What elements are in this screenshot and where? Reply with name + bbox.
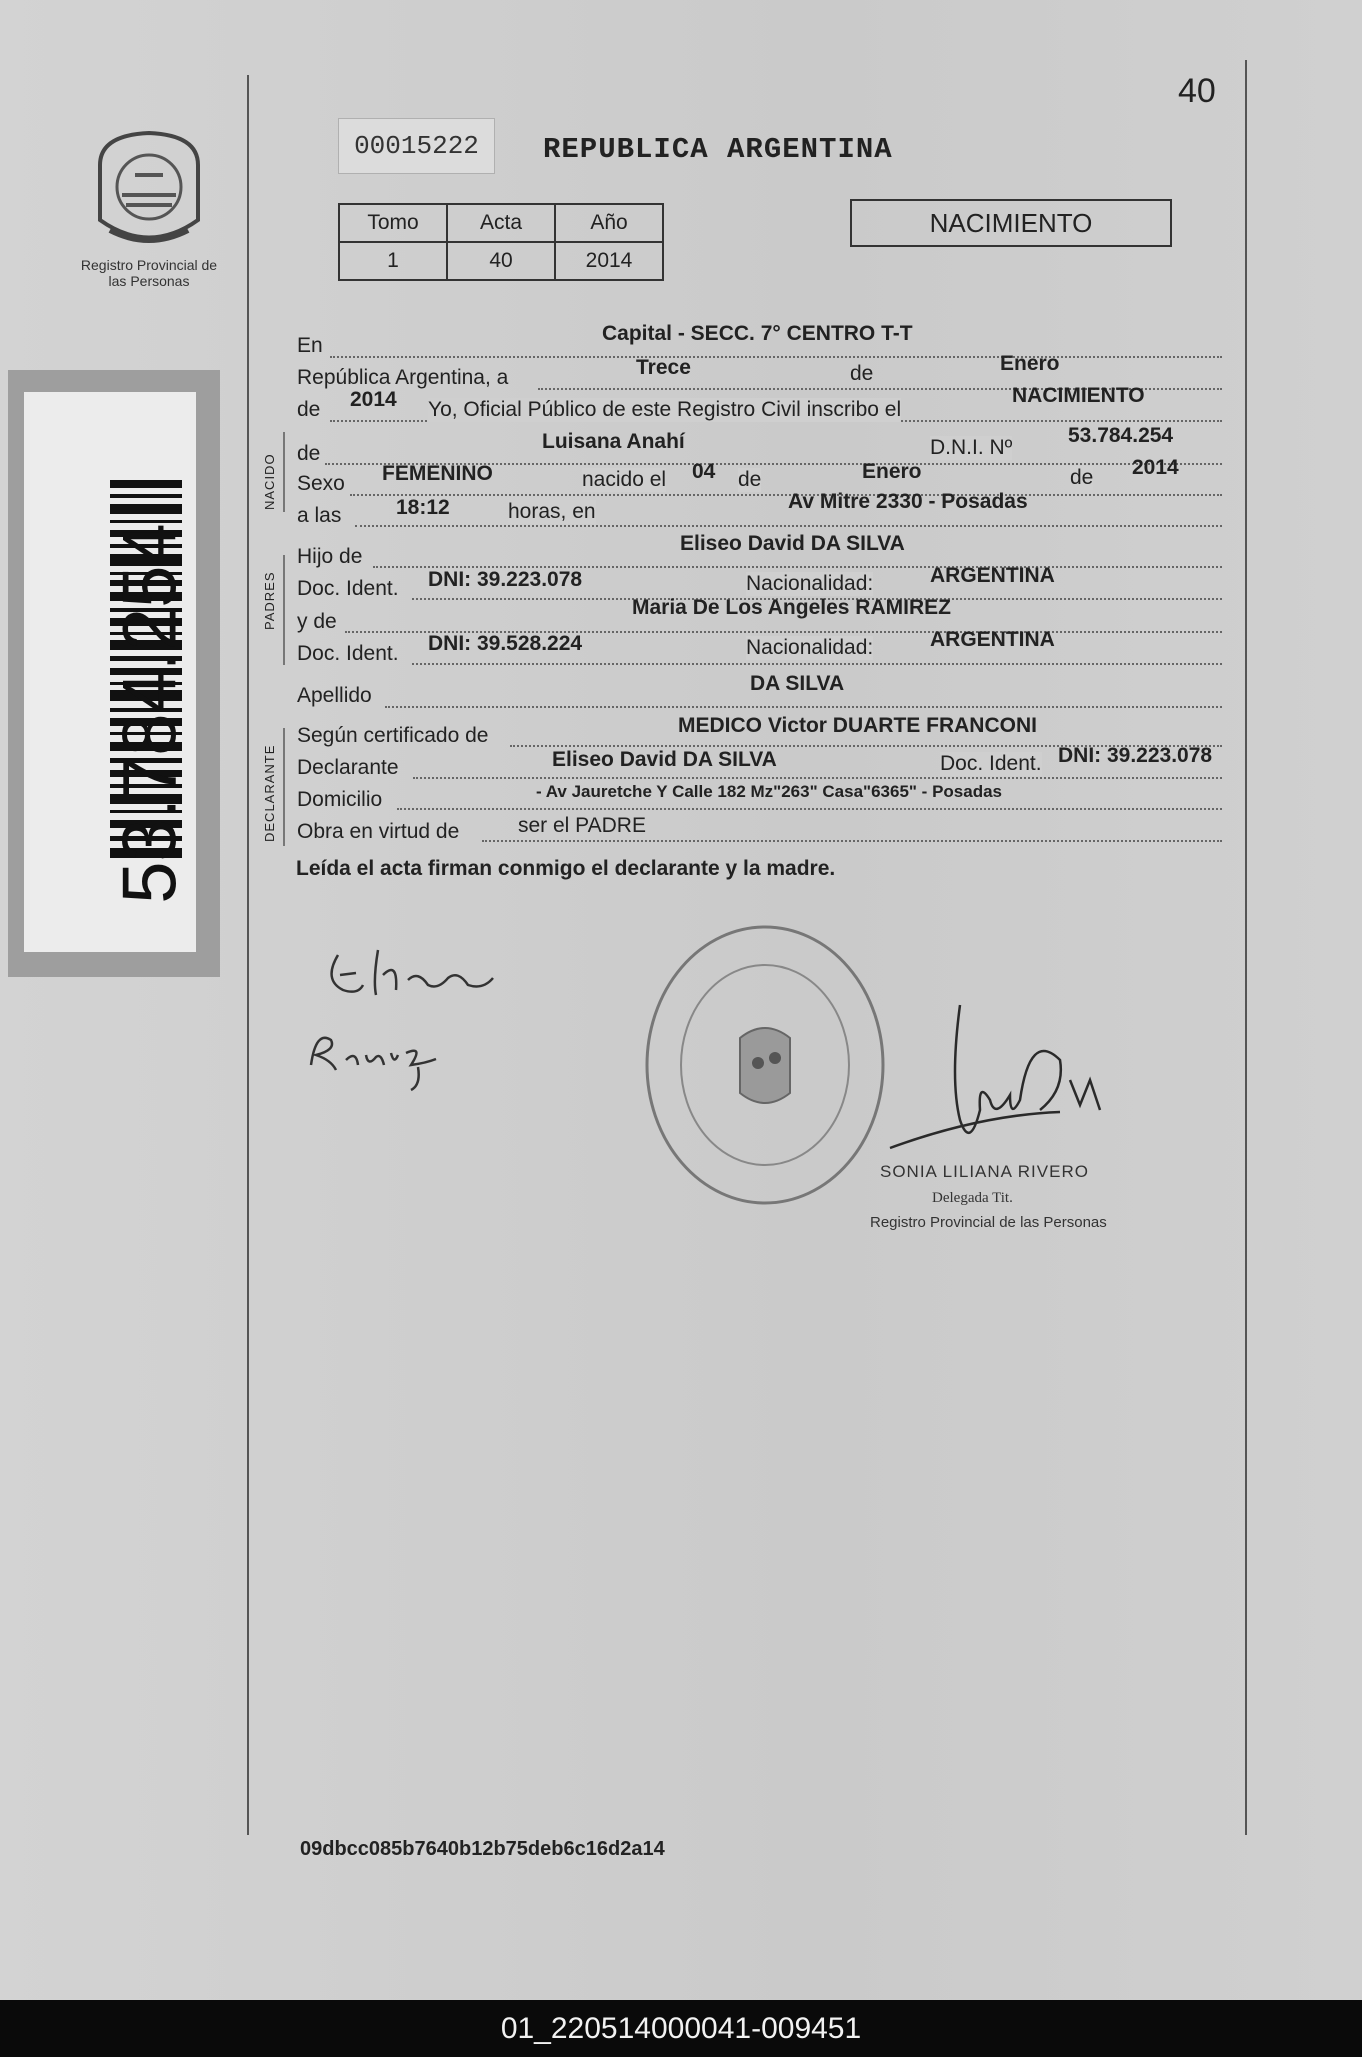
logo-caption: Registro Provincial de las Personas — [80, 257, 218, 289]
dotted-line — [330, 356, 1222, 358]
signature-ramirez-icon — [306, 1025, 446, 1095]
header-tomo: Tomo — [339, 204, 447, 242]
dni-label: D.N.I. Nº — [930, 436, 1013, 459]
alas-label: a las — [297, 504, 342, 527]
section-declarante: DECLARANTE — [262, 744, 277, 842]
en-value: Capital - SECC. 7° CENTRO T-T — [602, 322, 913, 345]
mes-value: Enero — [1000, 352, 1060, 375]
doc1-value: DNI: 39.223.078 — [428, 568, 583, 591]
value-anio: 2014 — [555, 242, 663, 280]
nac-de-label: de — [738, 468, 762, 491]
dotted-line — [385, 706, 1222, 708]
yde-label: y de — [297, 610, 337, 633]
barcode-number: 53.784.254 — [107, 523, 193, 904]
doc2-label: Doc. Ident. — [297, 642, 399, 665]
inscribo-value: NACIMIENTO — [1012, 384, 1145, 407]
sexo-value: FEMENINO — [382, 462, 493, 485]
header-acta: Acta — [447, 204, 555, 242]
doc2-value: DNI: 39.528.224 — [428, 632, 583, 655]
padre-value: Eliseo David DA SILVA — [680, 532, 905, 555]
nombre-value: Luisana Anahí — [542, 430, 685, 453]
domicilio-label: Domicilio — [297, 788, 383, 811]
doc1-label: Doc. Ident. — [297, 577, 399, 600]
dotted-line — [412, 663, 1222, 665]
scan-code: 01_220514000041-009451 — [500, 2012, 862, 2045]
doc3-value: DNI: 39.223.078 — [1058, 744, 1213, 767]
serial-number: 00015222 — [338, 118, 495, 174]
de2-label: de — [297, 398, 321, 421]
certificado-value: MEDICO Victor DUARTE FRANCONI — [678, 714, 1037, 737]
officer-signature-icon — [860, 1000, 1130, 1165]
header-anio: Año — [555, 204, 663, 242]
apellido-value: DA SILVA — [750, 672, 845, 695]
inscribo-label: Yo, Oficial Público de este Registro Civil inscribo el — [428, 398, 902, 421]
de-label: de — [850, 362, 874, 385]
lugar-value: Av Mitre 2330 - Posadas — [788, 490, 1028, 513]
de3-label: de — [297, 442, 321, 465]
officer-name: SONIA LILIANA RIVERO — [880, 1162, 1089, 1181]
obra-value: ser el PADRE — [518, 814, 646, 837]
apellido-label: Apellido — [297, 684, 372, 707]
nac2-value: ARGENTINA — [930, 628, 1055, 651]
nac-de2-label: de — [1070, 466, 1094, 489]
provincial-emblem-icon — [90, 125, 208, 255]
dotted-line — [482, 840, 1222, 842]
section-rule — [283, 432, 285, 512]
sexo-label: Sexo — [297, 472, 345, 495]
page-title: REPUBLICA ARGENTINA — [543, 133, 893, 166]
left-margin-line — [247, 75, 249, 1835]
horas-label: horas, en — [508, 500, 596, 523]
doc3-label: Doc. Ident. — [940, 752, 1042, 775]
section-nacido: NACIDO — [262, 453, 277, 510]
officer-title: Delegada Tit. — [932, 1190, 1013, 1206]
right-margin-line — [1245, 60, 1247, 1835]
dotted-line — [355, 525, 1222, 527]
nac1-label: Nacionalidad: — [746, 572, 874, 595]
dotted-line — [350, 494, 1222, 496]
registry-table — [338, 203, 664, 281]
certificado-label: Según certificado de — [297, 724, 489, 747]
declarante-label: Declarante — [297, 756, 399, 779]
closing-statement: Leída el acta firman conmigo el declarante y la madre. — [296, 857, 836, 880]
record-type-box: NACIMIENTO — [850, 199, 1172, 247]
nac-anio-value: 2014 — [1132, 456, 1179, 479]
dotted-line — [397, 808, 1222, 810]
nac-mes-value: Enero — [862, 460, 922, 483]
document-hash: 09dbcc085b7640b12b75deb6c16d2a14 — [300, 1838, 665, 1860]
en-label: En — [297, 334, 323, 357]
dia-value: Trece — [636, 356, 691, 379]
signature-eliseo-icon — [318, 940, 508, 1010]
nacido-label: nacido el — [582, 468, 667, 491]
section-rule — [283, 728, 285, 846]
section-rule — [283, 555, 285, 665]
declarante-value: Eliseo David DA SILVA — [552, 748, 777, 771]
officer-organization: Registro Provincial de las Personas — [870, 1214, 1107, 1231]
nac2-label: Nacionalidad: — [746, 636, 874, 659]
hora-value: 18:12 — [396, 496, 450, 519]
page-number: 40 — [1178, 72, 1216, 110]
obra-label: Obra en virtud de — [297, 820, 460, 843]
anio-value: 2014 — [350, 388, 397, 411]
domicilio-value: - Av Jauretche Y Calle 182 Mz"263" Casa"6365" - Posadas — [536, 782, 1002, 801]
value-acta: 40 — [447, 242, 555, 280]
dotted-line — [413, 777, 1222, 779]
nac1-value: ARGENTINA — [930, 564, 1055, 587]
hijo-label: Hijo de — [297, 545, 363, 568]
official-seal-icon — [640, 918, 890, 1213]
section-padres: PADRES — [262, 571, 277, 630]
nac-dia-value: 04 — [692, 460, 716, 483]
republica-label: República Argentina, a — [297, 366, 509, 389]
madre-value: Maria De Los Angeles RAMIREZ — [632, 596, 951, 619]
value-tomo: 1 — [339, 242, 447, 280]
dni-value: 53.784.254 — [1068, 424, 1174, 447]
